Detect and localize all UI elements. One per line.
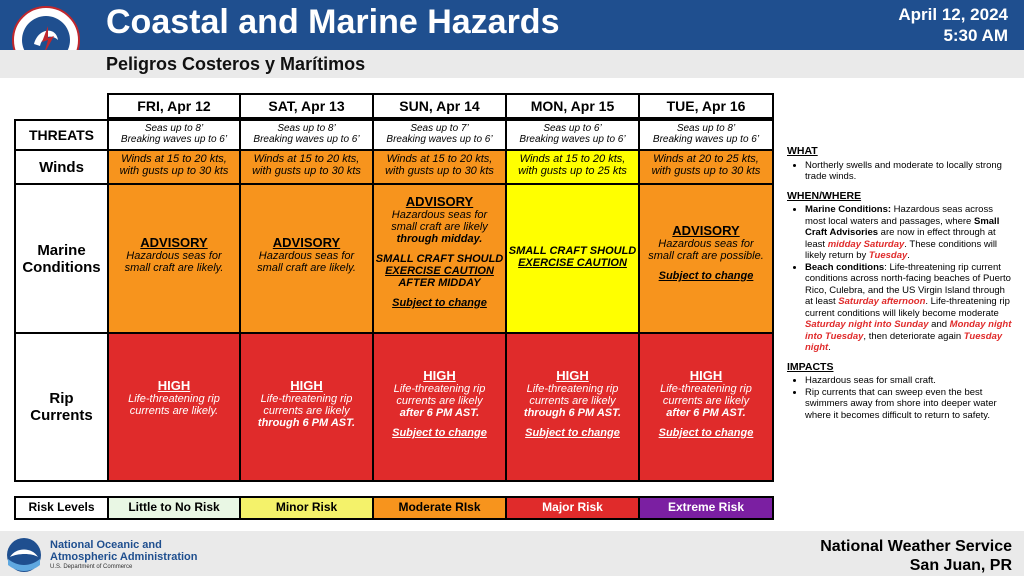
risk-major: Major Risk [505, 496, 640, 520]
row-label-text: Currents [30, 407, 93, 424]
gusts-text: with gusts up to 30 kts [119, 165, 229, 177]
row-label-threats: THREATS [14, 119, 109, 151]
rip-text: Life-threatening rip [393, 383, 486, 395]
rip-text: Life-threatening rip [660, 383, 752, 395]
caution-text: SMALL CRAFT SHOULD [508, 245, 637, 257]
row-label-winds: Winds [14, 149, 109, 185]
caution-text: AFTER MIDDAY [398, 277, 481, 289]
rip-text: currents are likely [263, 405, 350, 417]
breaking-waves-text: Breaking waves up to 6’ [253, 134, 360, 145]
bold-text: Marine Conditions: [805, 204, 892, 215]
when-where-heading: WHEN/WHERE [787, 189, 862, 202]
bold-text: Beach conditions [805, 261, 885, 273]
marine-cell [372, 183, 507, 334]
winds-text: Winds at 20 to 25 kts, [653, 153, 759, 165]
marine-text: small craft are likely. [257, 262, 356, 274]
rip-text: through 6 PM AST. [523, 407, 622, 419]
threats-cell [372, 119, 507, 151]
nws-location: San Juan, PR [909, 557, 1012, 574]
seas-text: Seas up to 8’ [144, 123, 204, 134]
seas-text: Seas up to 8’ [676, 123, 736, 134]
highlight-text: Tuesday [868, 250, 908, 261]
marine-level: ADVISORY [272, 235, 341, 250]
rip-level: HIGH [556, 368, 589, 383]
rip-level: HIGH [423, 368, 456, 383]
winds-text: Winds at 15 to 20 kts, [121, 153, 227, 165]
body-text: . These conditions will likely return by [805, 238, 998, 261]
rip-text: Life-threatening rip [526, 383, 619, 395]
row-label-marine [14, 183, 109, 334]
highlight-text: midday Saturday [827, 238, 905, 250]
winds-cell [107, 149, 241, 185]
rip-cell [107, 332, 241, 482]
body-text: are now in effect through at least [805, 227, 996, 250]
issue-date: April 12, 2024 [898, 5, 1008, 24]
threats-cell [239, 119, 374, 151]
nws-name: National Weather Service [820, 538, 1012, 555]
winds-cell [638, 149, 774, 185]
impacts-heading: IMPACTS [787, 360, 834, 373]
rip-text: after 6 PM AST. [666, 407, 746, 419]
impacts-list [787, 375, 1015, 421]
subject-to-change: Subject to change [392, 427, 487, 439]
details-panel [787, 146, 1015, 429]
day-header-mon: MON, Apr 15 [505, 93, 640, 119]
issue-datetime [898, 4, 1008, 46]
impact-item: • Rip currents that can sweep even the best swimmers away from shore into deeper water where it becomes difficult to return to safety. [805, 387, 1015, 422]
rip-cell [638, 332, 774, 482]
page-subtitle: Peligros Costeros y Marítimos [106, 54, 366, 74]
rip-text: after 6 PM AST. [399, 407, 480, 419]
marine-cell [239, 183, 374, 334]
marine-text: small craft are likely. [124, 262, 224, 274]
rip-text: currents are likely [662, 395, 750, 407]
risk-legend-label: Risk Levels [14, 496, 109, 520]
marine-text: Hazardous seas for [258, 250, 355, 262]
caution-text: EXERCISE CAUTION [385, 265, 494, 277]
marine-cell [107, 183, 241, 334]
winds-cell [239, 149, 374, 185]
rip-text: currents are likely. [129, 405, 219, 417]
breaking-waves-text: Breaking waves up to 6’ [386, 134, 493, 145]
gusts-text: with gusts up to 25 kts [518, 165, 627, 177]
breaking-waves-text: Breaking waves up to 6’ [519, 134, 626, 145]
noaa-dept: U.S. Department of Commerce [50, 564, 133, 570]
rip-level: HIGH [290, 378, 323, 393]
marine-text: through midday. [396, 233, 483, 245]
marine-conditions-item [805, 204, 1015, 262]
body-text: : Life-threatening rip current conditions across north-facing beaches of Puerto Rico, Culebra, and the US Virgin Island through at least [805, 261, 1011, 307]
subject-to-change: Subject to change [392, 297, 487, 309]
winds-text: Winds at 15 to 20 kts, [253, 153, 360, 165]
highlight-text: Tuesday night [805, 330, 1003, 353]
subject-to-change: Subject to change [658, 427, 754, 439]
marine-text: Hazardous seas for [391, 209, 488, 221]
breaking-waves-text: Breaking waves up to 6’ [652, 134, 760, 145]
what-heading: WHAT [787, 145, 818, 157]
winds-text: Winds at 15 to 20 kts, [519, 153, 626, 165]
caution-text: EXERCISE CAUTION [518, 257, 627, 269]
marine-cell [505, 183, 640, 334]
marine-level: ADVISORY [672, 223, 740, 238]
row-label-text: Conditions [22, 258, 101, 276]
seas-text: Seas up to 6’ [543, 123, 602, 134]
row-label-text: Marine [37, 241, 86, 259]
rip-level: HIGH [689, 368, 723, 383]
what-item: • Northerly swells and moderate to locally strong trade winds. [805, 160, 1015, 183]
body-text: . [907, 250, 910, 261]
rip-text: currents are likely [529, 395, 616, 407]
noaa-name [50, 539, 198, 563]
highlight-text: Saturday night into Sunday [805, 319, 929, 330]
highlight-text: Saturday afternoon [838, 296, 926, 307]
caution-text: SMALL CRAFT SHOULD [375, 253, 504, 265]
rip-cell [372, 332, 507, 482]
when-where-list [787, 204, 1015, 354]
threats-cell [107, 119, 241, 151]
rip-cell [505, 332, 640, 482]
gusts-text: with gusts up to 30 kts [651, 165, 761, 177]
body-text: and [931, 319, 948, 330]
risk-moderate: Moderate RIsk [372, 496, 507, 520]
day-header-fri: FRI, Apr 12 [107, 93, 241, 119]
body-text: . [828, 342, 831, 353]
marine-cell [638, 183, 774, 334]
rip-text: through 6 PM AST. [257, 417, 356, 429]
body-text: . Life-threatening rip current conditions will likely become moderate [805, 296, 1010, 319]
marine-level: ADVISORY [140, 235, 208, 250]
marine-text: small craft are possible. [648, 250, 764, 262]
marine-text: small craft are likely [391, 221, 488, 233]
marine-level: ADVISORY [405, 194, 474, 209]
subject-to-change: Subject to change [658, 270, 754, 282]
nws-office [820, 537, 1012, 575]
rip-text: Life-threatening rip [128, 393, 220, 405]
page-title: Coastal and Marine Hazards [106, 3, 560, 41]
issue-time: 5:30 AM [943, 26, 1008, 45]
what-list [787, 160, 1015, 183]
body-text: Hazardous seas across most local waters and passages, where [805, 204, 993, 227]
threats-cell [638, 119, 774, 151]
marine-text: Hazardous seas for [126, 250, 222, 262]
marine-text: Hazardous seas for [658, 238, 754, 250]
seas-text: Seas up to 7’ [410, 123, 469, 134]
row-label-text: Rip [49, 390, 74, 407]
winds-cell [372, 149, 507, 185]
subject-to-change: Subject to change [525, 427, 620, 439]
day-header-sat: SAT, Apr 13 [239, 93, 374, 119]
bold-text: Small Craft Advisories [805, 215, 1000, 238]
noaa-logo-icon [6, 537, 42, 573]
threats-cell [505, 119, 640, 151]
day-header-tue: TUE, Apr 16 [638, 93, 774, 119]
body-text: , then deteriorate again [863, 330, 962, 342]
rip-text: Life-threatening rip [260, 393, 353, 405]
breaking-waves-text: Breaking waves up to 6’ [120, 134, 228, 145]
gusts-text: with gusts up to 30 kts [385, 165, 494, 177]
day-header-sun: SUN, Apr 14 [372, 93, 507, 119]
highlight-text: Monday night into Tuesday [805, 319, 1012, 342]
seas-text: Seas up to 8’ [277, 123, 336, 134]
risk-little: Little to No Risk [107, 496, 241, 520]
rip-text: currents are likely [396, 395, 483, 407]
noaa-name-line: National Oceanic and [50, 539, 162, 551]
noaa-name-line: Atmospheric Administration [50, 551, 198, 563]
gusts-text: with gusts up to 30 kts [252, 165, 361, 177]
risk-minor: Minor Risk [239, 496, 374, 520]
risk-extreme: Extreme Risk [638, 496, 774, 520]
rip-level: HIGH [157, 378, 191, 393]
rip-cell [239, 332, 374, 482]
winds-text: Winds at 15 to 20 kts, [386, 153, 493, 165]
beach-conditions-item [805, 262, 1015, 354]
impact-item: • Hazardous seas for small craft. [805, 375, 1015, 387]
row-label-rip [14, 332, 109, 482]
winds-cell [505, 149, 640, 185]
